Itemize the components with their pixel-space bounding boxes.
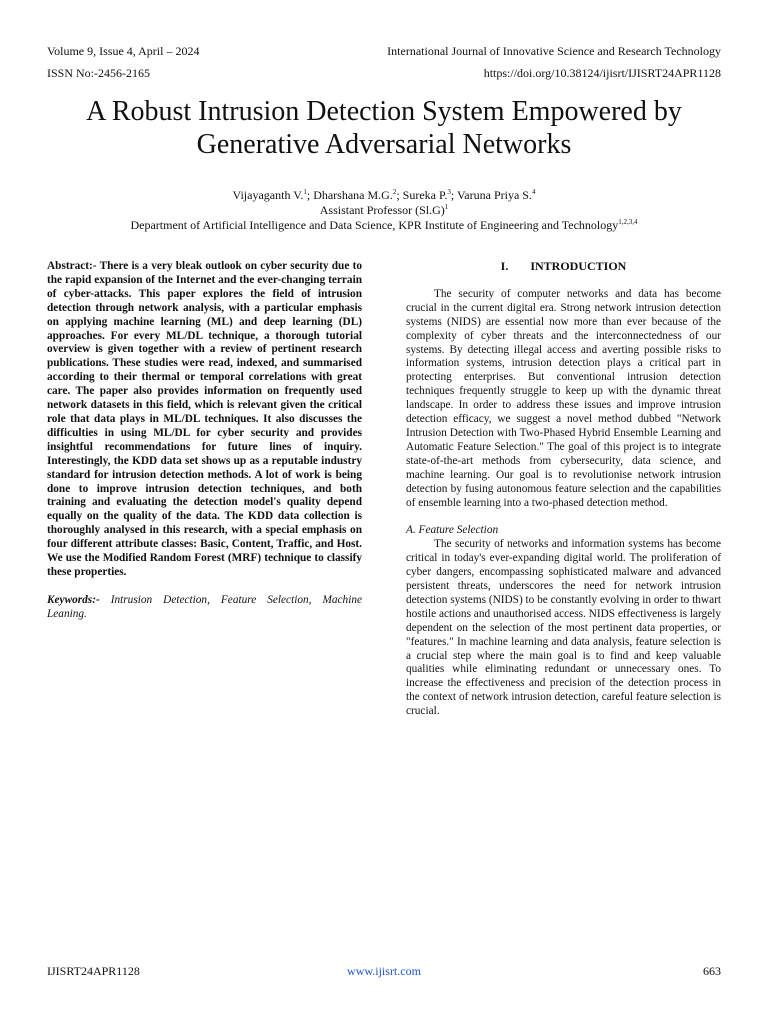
author-2-sup: 2 — [392, 188, 397, 196]
author-role-sup: 1 — [444, 203, 449, 211]
subsection-heading-feature-selection: A. Feature Selection — [406, 524, 499, 537]
section-heading-introduction — [406, 260, 721, 274]
feature-selection-paragraph: The security of networks and information systems has become critical in today's ever-expanding digital world. The proliferation of cyber dangers, encompassing sophisticated malware and advanced persistent threats, underscores the need for network intrusion detection systems (NIDS) to be constantly evolving in order to thwart hostile actions and unauthorised access. NIDS effectiveness is largely dependent on the selection of the most pertinent data properties, or "features." In machine learning and data analysis, feature selection is a crucial step where the main goal is to find and keep valuable qualities while eliminating redundant or unnecessary ones. To increase the effectiveness and precision of the detection process in the context of network intrusion detection, careful feature selection is crucial. — [406, 538, 721, 718]
author-role — [0, 203, 768, 218]
abstract: Abstract:- There is a very bleak outlook on cyber security due to the rapid expansion of the Internet and the ever-changing terrain of cyber-attacks. This paper explores the field of intrusion detection through network analysis, with a particular emphasis on applying machine learning (ML) and deep learning (DL) approaches. For every ML/DL technique, a thorough tutorial overview is given together with a review of pertinent research publications. These studies were read, indexed, and summarised according to their thermal or temporal correlations with great care. The paper also provides information on frequently used network datasets in this field, which is relevant given the critical role that data plays in ML/DL techniques. It also discusses the difficulties in using ML/DL for cyber security and provides insightful recommendations for future lines of inquiry. Interestingly, the KDD data set shows up as a reputable industry standard for intrusion detection methods. A lot of work is being done to improve intrusion detection techniques, and both training and evaluating the detection model's quality depend equally on the quality of the data. The KDD data collection is thoroughly analysed in this research, with a special emphasis on four different attribute classes: Basic, Content, Traffic, and Host. We use the Modified Random Forest (MRF) technique to classify these properties. — [47, 260, 362, 578]
intro-paragraph: The security of computer networks and data has become crucial in the current digital era. Strong network intrusion detection systems (NIDS) are essential now more than ever because of the complexity of cyber threats and the interconnectedness of our systems. By detecting illegal access and averting possible risks to information systems, intrusion detection plays a critical part in protecting enterprises. But conventional intrusion detection techniques frequently struggle to keep up with the dynamic threat landscape. In order to address these issues and improve intrusion detection efficacy, we suggest a novel method dubbed "Network Intrusion Detection with Two-Phased Hybrid Ensemble Learning and Automatic Feature Selection." The goal of this project is to integrate state-of-the-art methods from cybersecurity, data science, and machine learning. Our goal is to revolutionise network intrusion detection by fusing autonomous feature selection and the capabilities of ensemble learning into a two-phased detection method. — [406, 287, 721, 509]
left-column — [47, 260, 362, 622]
author-4-sup: 4 — [531, 188, 536, 196]
author-1: Vijayaganth V. — [232, 188, 304, 202]
paper-title — [30, 95, 738, 161]
author-3: ; Sureka P. — [396, 188, 448, 202]
title-line-1: A Robust Intrusion Detection System Empowered by — [86, 96, 682, 127]
keywords-label: Keywords:- — [47, 593, 100, 606]
section-title: INTRODUCTION — [530, 259, 627, 273]
keywords — [47, 594, 362, 622]
author-affiliation — [0, 218, 768, 233]
title-line-2: Generative Adversarial Networks — [196, 129, 572, 160]
author-role-text: Assistant Professor (Sl.G) — [319, 203, 445, 217]
section-number: I. — [500, 259, 509, 273]
header-doi[interactable]: https://doi.org/10.38124/ijisrt/IJISRT24APR1128 — [483, 66, 721, 80]
header-issn: ISSN No:-2456-2165 — [47, 66, 151, 80]
author-list — [0, 188, 768, 203]
right-column — [406, 260, 721, 719]
footer-page-number: 663 — [703, 964, 721, 978]
author-affiliation-sup: 1,2,3,4 — [618, 218, 638, 226]
footer-paper-id: IJISRT24APR1128 — [47, 964, 140, 978]
header-volume: Volume 9, Issue 4, April – 2024 — [47, 44, 200, 58]
author-4: ; Varuna Priya S. — [450, 188, 532, 202]
author-1-sup: 1 — [303, 188, 307, 196]
footer-website-link[interactable]: www.ijisrt.com — [347, 964, 421, 978]
keywords-text: Intrusion Detection, Feature Selection, Machine Leaning. — [47, 593, 362, 620]
header-journal: International Journal of Innovative Science and Research Technology — [387, 44, 721, 58]
author-3-sup: 3 — [447, 188, 451, 196]
author-2: ; Dharshana M.G. — [306, 188, 393, 202]
author-affiliation-text: Department of Artificial Intelligence and Data Science, KPR Institute of Engineering and Technology — [130, 218, 619, 232]
